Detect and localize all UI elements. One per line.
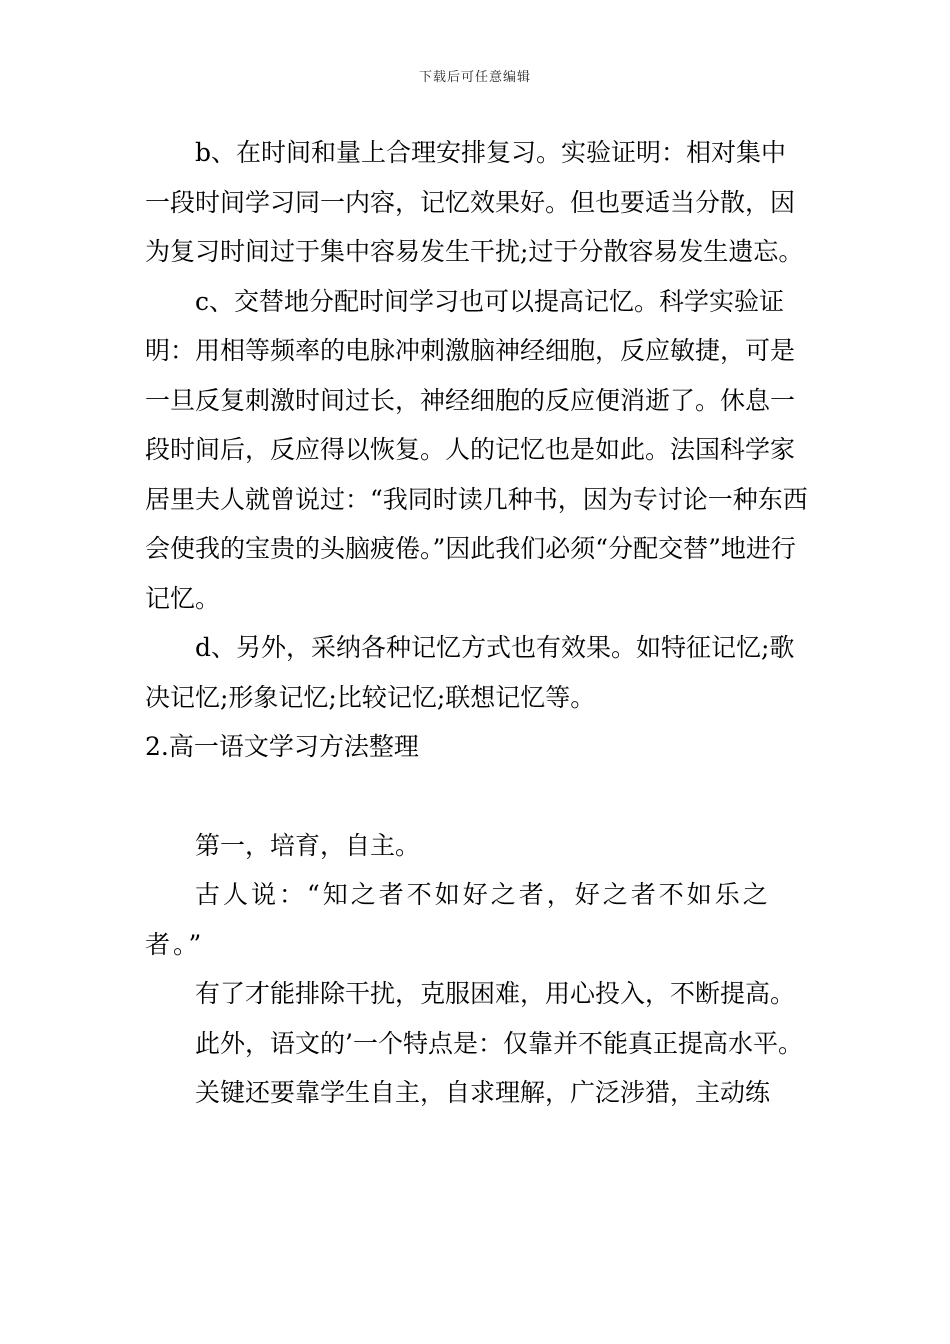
paragraph-alternating-study: c、交替地分配时间学习也可以提高记忆。科学实验证明：用相等频率的电脉冲刺激脑神经细胞，反应敏捷，可是一旦反复刺激时间过长，神经细胞的反应便消逝了。休息一段时间后，反应得以恢复。人的记忆也是如此。法国科学家居里夫人就曾说过：“我同时读几种书，因为专讨论一种东西会使我的宝贵的头脑疲倦。”因此我们必须“分配交替”地进行记忆。 — [145, 286, 808, 613]
blank-line — [145, 772, 810, 821]
page-header: 下载后可任意编辑 — [418, 70, 531, 85]
paragraph-quote: 古人说：“知之者不如好之者，好之者不如乐之者。” — [145, 880, 771, 959]
paragraph-key: 关键还要靠学生自主，自求理解，广泛涉猎，主动练 — [195, 1078, 771, 1107]
paragraph-feature: 此外，语文的’一个特点是：仅靠并不能真正提高水平。 — [195, 1028, 803, 1058]
paragraph-overcome: 有了才能排除干扰，克服困难，用心投入，不断提高。 — [195, 979, 796, 1008]
paragraph-review-scheduling: b、在时间和量上合理安排复习。实验证明：相对集中一段时间学习同一内容，记忆效果好。但也要适当分散，因为复习时间过于集中容易发生干扰;过于分散容易发生遗忘。 — [145, 138, 804, 266]
paragraph-memory-methods: d、另外，采纳各种记忆方式也有效果。如特征记忆;歌决记忆;形象记忆;比较记忆;联想记忆等。 — [145, 633, 795, 712]
paragraph-first-point: 第一，培育，自主。 — [195, 830, 421, 860]
document-body — [145, 128, 810, 1118]
section-heading: 2.高一语文学习方法整理 — [145, 732, 419, 761]
